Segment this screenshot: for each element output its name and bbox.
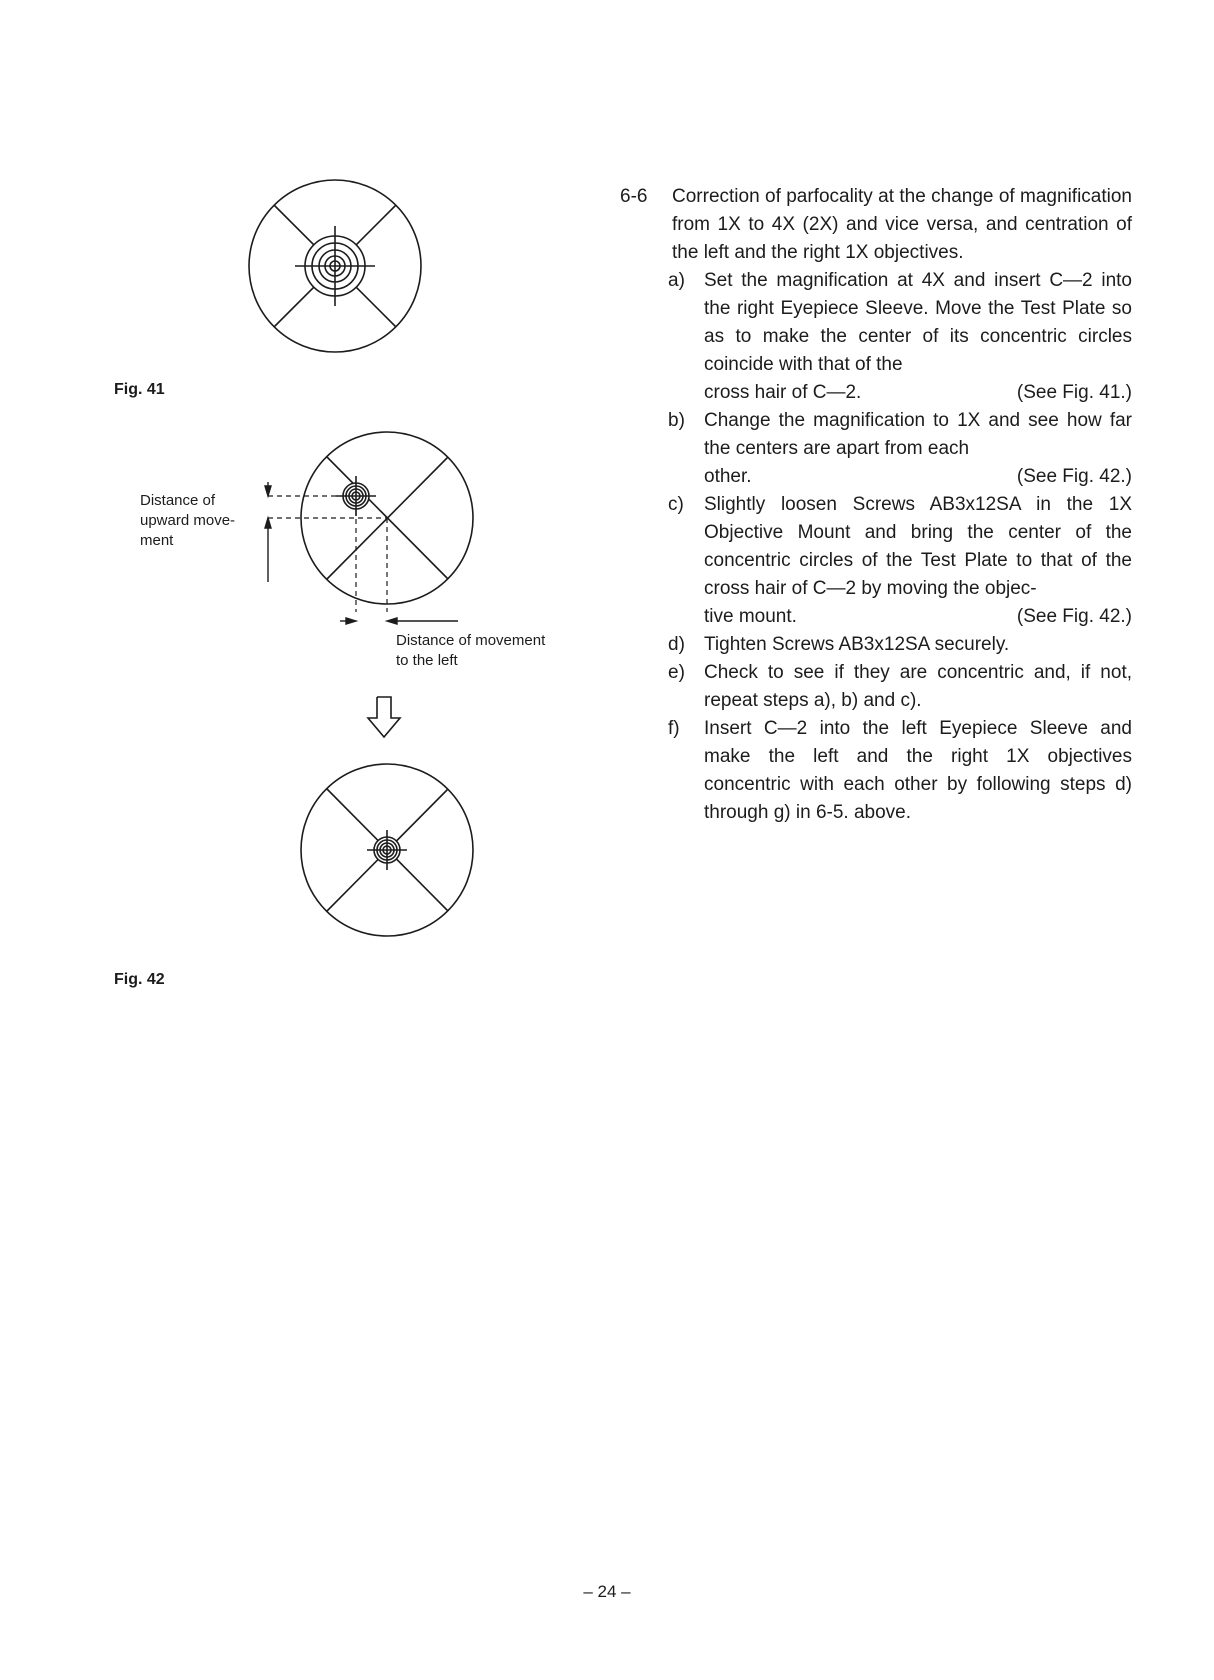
step-letter: d) [668, 634, 685, 655]
left-label-line-1: Distance of movement [396, 632, 546, 649]
figure-ref: (See Fig. 41.) [1016, 382, 1132, 403]
step-text: Change the magnification to 1X and see how far the centers are apart from each [704, 410, 1132, 459]
upward-label-line-1: Distance of [140, 492, 216, 509]
figure-ref: (See Fig. 42.) [1016, 466, 1132, 487]
step-letter: f) [668, 718, 680, 739]
step-text-end: cross hair of C—2. [704, 382, 862, 403]
step-a [620, 267, 1132, 407]
left-label-line-2: to the left [396, 652, 458, 669]
step-letter: b) [668, 410, 685, 431]
fig-42-label: Fig. 42 [114, 971, 165, 988]
step-letter: c) [668, 494, 684, 515]
page-number: – 24 – [583, 1582, 631, 1601]
step-b [620, 407, 1132, 491]
step-text-end: tive mount. [704, 606, 797, 627]
figures-diagram [110, 170, 610, 950]
fig-42-offset-diagram [268, 432, 473, 612]
section-number: 6-6 [620, 186, 648, 207]
section-heading [620, 183, 1132, 267]
instructions [620, 183, 1132, 827]
step-text: Insert C—2 into the left Eyepiece Sleeve and make the left and the right 1X objectives concentric with each other by following steps d) through g) in 6-5. above. [704, 718, 1132, 823]
step-c [620, 491, 1132, 631]
step-text: Set the magnification at 4X and insert C—2 into the right Eyepiece Sleeve. Move the Test Plate so as to make the center of its concentric circles coincide with that of the [704, 270, 1132, 375]
step-f [620, 715, 1132, 827]
step-e [620, 659, 1132, 715]
fig-41-diagram [249, 180, 421, 352]
fig-41-label: Fig. 41 [114, 381, 165, 398]
step-text: Tighten Screws AB3x12SA securely. [704, 634, 1010, 655]
upward-label-line-3: ment [140, 532, 174, 549]
step-text-end: other. [704, 466, 752, 487]
figure-ref: (See Fig. 42.) [1016, 606, 1132, 627]
step-d [620, 631, 1132, 659]
down-arrow-icon [368, 697, 400, 737]
step-letter: a) [668, 270, 685, 291]
step-letter: e) [668, 662, 685, 683]
upward-label-line-2: upward move- [140, 512, 236, 529]
step-text: Check to see if they are concentric and, if not, repeat steps a), b) and c). [704, 662, 1132, 711]
step-text: Slightly loosen Screws AB3x12SA in the 1X Objective Mount and bring the center of the concentric circles of the Test Plate to that of the cross hair of C—2 by moving the objec- [704, 494, 1132, 599]
fig-42-centered-diagram [301, 764, 473, 936]
section-title: Correction of parfocality at the change of magnification from 1X to 4X (2X) and vice versa, and centration of the left and the right 1X objectives. [672, 186, 1132, 263]
